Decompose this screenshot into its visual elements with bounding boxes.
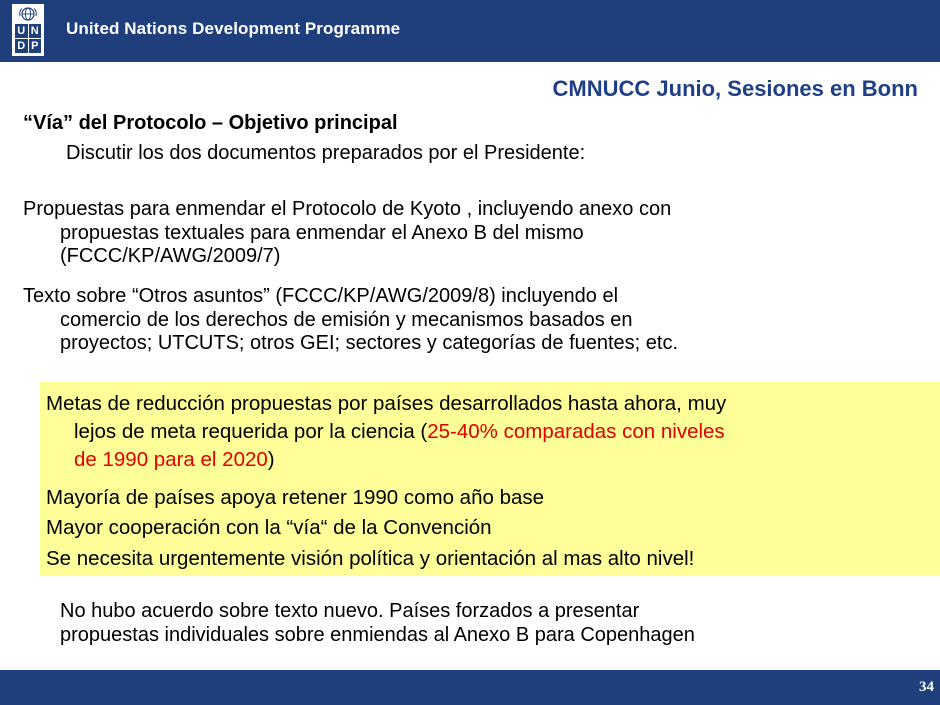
- header-bar: [0, 0, 940, 62]
- un-emblem-icon: [18, 7, 38, 21]
- paragraph-other-matters: [23, 285, 678, 356]
- highlight-item-base-year: Mayoría de países apoya retener 1990 como año base: [46, 486, 545, 509]
- logo-letter: D: [15, 39, 28, 53]
- paragraph-line: No hubo acuerdo sobre texto nuevo. Países forzados a presentar: [60, 600, 640, 622]
- paragraph-line: propuestas textuales para enmendar el Anexo B del mismo: [60, 221, 584, 244]
- highlight-text: lejos de meta requerida por la ciencia (: [74, 420, 428, 443]
- logo-letter: P: [29, 39, 42, 53]
- logo-letter: N: [29, 24, 42, 38]
- paragraph-line: Propuestas para enmendar el Protocolo de Kyoto , incluyendo anexo con: [23, 198, 672, 220]
- footer-bar: [0, 670, 940, 705]
- highlight-red-text: 25-40% comparadas con niveles: [427, 420, 725, 443]
- organization-name: United Nations Development Programme: [66, 19, 401, 38]
- paragraph-line: Texto sobre “Otros asuntos” (FCCC/KP/AWG/2009/8) incluyendo el: [23, 285, 619, 307]
- page-number: 34: [919, 679, 934, 695]
- highlight-line: Metas de reducción propuestas por países desarrollados hasta ahora, muy: [46, 392, 727, 415]
- slide-subtitle: CMNUCC Junio, Sesiones en Bonn: [552, 76, 918, 101]
- slide-subheading: Discutir los dos documentos preparados por el Presidente:: [66, 142, 586, 164]
- highlight-line: [46, 418, 726, 446]
- highlight-item-cooperation: Mayor cooperación con la “vía“ de la Convención: [46, 516, 492, 539]
- paragraph-line: comercio de los derechos de emisión y mecanismos basados en: [60, 308, 633, 331]
- logo-letter: U: [15, 24, 28, 38]
- highlight-item-targets: [46, 390, 726, 474]
- paragraph-no-agreement: [60, 600, 695, 647]
- highlight-text: ): [267, 448, 275, 471]
- paragraph-line: (FCCC/KP/AWG/2009/7): [60, 245, 281, 267]
- highlight-red-text: de 1990 para el 2020: [74, 448, 268, 471]
- highlight-box: [40, 382, 940, 576]
- paragraph-proposals: [23, 198, 671, 269]
- highlight-item-political-vision: Se necesita urgentemente visión política y orientación al mas alto nivel!: [46, 547, 695, 570]
- slide-heading: “Vía” del Protocolo – Objetivo principal: [23, 112, 398, 134]
- paragraph-line: propuestas individuales sobre enmiendas al Anexo B para Copenhagen: [60, 623, 695, 646]
- undp-letters: [15, 24, 41, 53]
- highlight-line: [46, 446, 726, 474]
- paragraph-line: proyectos; UTCUTS; otros GEI; sectores y categorías de fuentes; etc.: [60, 332, 679, 354]
- undp-logo: [12, 4, 44, 56]
